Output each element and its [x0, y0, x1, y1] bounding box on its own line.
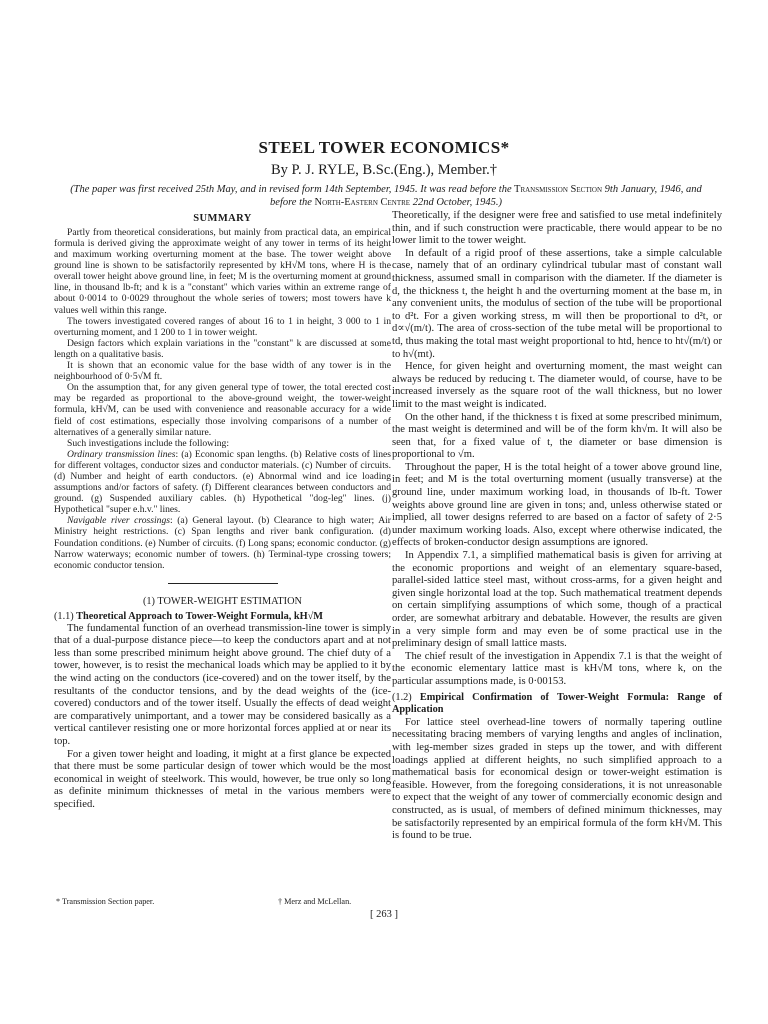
subsection-number: (1.1): [54, 610, 74, 622]
body-paragraph: For a given tower height and loading, it might at a first glance be expected that there must be some particular design of tower which would be the most economical in weight of steelwork. This would, however, be true only so long as definite minimum thicknesses of metal in the various members were specified.: [54, 748, 391, 810]
summary-ordinary-lines: [54, 449, 391, 516]
summary-heading: SUMMARY: [193, 213, 252, 224]
author-byline: By P. J. RYLE, B.Sc.(Eng.), Member.†: [271, 162, 497, 178]
note-part-1: (The paper was first received 25th May, and in revised form 14th September, 1945. It was read before the: [70, 184, 512, 195]
note-part-2: 9th January, 1946, and before the: [270, 184, 702, 208]
body-paragraph: The chief result of the investigation in Appendix 7.1 is that the weight of the economic elementary lattice mast is kH√M tons, where k, on the particular assumptions made, is 0·00153.: [392, 650, 722, 687]
left-column: [54, 213, 391, 812]
ordinary-lines-label: Ordinary transmission lines: [67, 448, 176, 460]
note-section-name: Transmission Section: [511, 184, 605, 195]
footnote-affiliation: † Merz and McLellan.: [278, 897, 352, 906]
note-centre-name: North-Eastern Centre: [311, 196, 413, 208]
body-paragraph: Theoretically, if the designer were free and satisfied to use metal indefinitely thin, and if such construction were practicable, there would appear to be no lower limit to the tower weight.: [392, 210, 722, 247]
river-crossings-label: Navigable river crossings: [67, 515, 171, 527]
body-paragraph: On the other hand, if the thickness t is fixed at some prescribed minimum, the mast weight is determined and will be of the form kh√m. It will also be seen that, for a fixed value of t, the diameter or base dimension is proportional to √m.: [392, 411, 722, 461]
subsection-number: (1.2): [392, 691, 412, 703]
note-part-3: 22nd October, 1945.): [412, 196, 502, 208]
body-paragraph: In default of a rigid proof of these assertions, take a simple calculable case, namely that of an ordinary cylindrical tubular mast of constant wall thickness, assumed small in comparison with the diameter. If the diameter is d, the thickness t, the height h and the overturning moment at the base m, in any convenient units, the modulus of section of the tube will be proportional to d²t. For a given working stress, m will then be proportional to d²t, or d∝√(m/t). The area of cross-section of the tube metal will be proportional to td, thus making the total mast weight proportional to htd, hence to ht√(m/t) or to h√(mt).: [392, 247, 722, 360]
summary-paragraph: Partly from theoretical considerations, but mainly from practical data, an empirical formula is derived giving the approximate weight of any tower in terms of its height and maximum working overturning moment at the base. The tower weight above ground line is shown to be satisfactorily represented by kH√M tons, where H is the overall tower height above ground line, in feet; M is the overturning moment at ground line, in thousand lb-ft; and k is a "constant" which varies within an extreme range of about 0·0014 to 0·0029 throughout the whole series of towers; most towers have k values well within this range.: [54, 226, 391, 316]
subsection-heading: [54, 611, 391, 623]
body-paragraph: Throughout the paper, H is the total height of a tower above ground line, in feet; and M is the total overturning moment (usually transverse) at the ground line, under maximum working load, in thousands of lb-ft. Tower weights above ground line are given in tons; and, unless otherwise stated or implied, all tower designs referred to are based on a factor of safety of 2·5 under maximum working loads. Also, except where otherwise indicated, the effects of broken-conductor design assumptions are ignored.: [392, 461, 722, 549]
summary-block: [54, 227, 391, 571]
subsection-title: Empirical Confirmation of Tower-Weight Formula: Range of Application: [392, 691, 722, 716]
body-paragraph: The fundamental function of an overhead transmission-line tower is simply that of a dual-purpose distance piece—to keep the conductors apart and at not less than some prescribed minimum height above ground. The chief duty of a tower, however, is to resist the mechanical loads which may be applied to it by the wind acting on the conductors (ice-covered) and on the tower itself, by the resultants of the conductor tensions, and by the dead weights of the (ice-covered) conductors and of the tower itself. Usually the effects of dead weight are comparatively unimportant, and a tower may be considered basically as a vertical cantilever resisting one or more horizontal forces applied at or near its top.: [54, 622, 391, 747]
summary-river-crossings: [54, 515, 391, 570]
section-body: [54, 623, 391, 812]
footnote-section-paper: * Transmission Section paper.: [56, 897, 155, 906]
subsection-heading: [392, 692, 722, 717]
section-divider: [168, 583, 278, 584]
page-number: [ 263 ]: [370, 909, 398, 920]
paper-title: STEEL TOWER ECONOMICS*: [258, 138, 510, 157]
subsection-title: Theoretical Approach to Tower-Weight Formula, kH√M: [76, 610, 323, 622]
ordinary-lines-text: : (a) Economic span lengths. (b) Relative costs of lines for different voltages, conductor sizes and conductor materials. (c) Number of circuits. (d) Number and height of earth conductors. (e) Abnormal wind and ice loading assumptions and/or factors of safety. (f) Different clearances between conductors and ground. (g) Suspended auxiliary cables. (h) Hypothetical "dog-leg" lines. (j) Hypothetical "super e.h.v." lines.: [54, 448, 391, 516]
river-crossings-text: : (a) General layout. (b) Clearance to high water; Air Ministry height restrictions. (c) Span lengths and river bank configuration. (d) Foundation conditions. (e) Number of circuits. (f) Long spans; economic conductor. (g) Narrow waterways; economic number of towers. (h) Terminal-type crossing towers; economic conductor tension.: [54, 515, 391, 571]
submission-note: [60, 184, 712, 209]
section-heading: (1) TOWER-WEIGHT ESTIMATION: [142, 595, 302, 607]
summary-paragraph: It is shown that an economic value for the base width of any tower is in the neighbourhood of 0·5√M ft.: [54, 360, 391, 383]
body-paragraph: In Appendix 7.1, a simplified mathematical basis is given for arriving at the economic proportions and weight of an elementary square-based, parallel-sided lattice steel mast, without cross-arms, for a given height and given single horizontal load at the top. Such mathematical treatment depends on certain simplifying assumptions of which some, though of a practical order, are somewhat arbitrary and debatable. However, the results are given in a very simple form and may even be of some practical use in the preliminary design of small lattice masts.: [392, 550, 722, 650]
summary-paragraph: Design factors which explain variations in the "constant" k are discussed at some length on a qualitative basis.: [54, 337, 391, 360]
summary-paragraph: On the assumption that, for any given general type of tower, the total erected cost may be regarded as proportional to the above-ground weight, the tower-weight formula, kH√M, can be used with convenience and reasonable accuracy for a wide field of cost estimations, especially those involving comparisons of a number of alternatives of a generally similar nature.: [54, 382, 391, 438]
summary-paragraph: Such investigations include the following:: [67, 437, 230, 449]
summary-paragraph: The towers investigated covered ranges of about 16 to 1 in height, 3 000 to 1 in overturning moment, and 1 200 to 1 in tower weight.: [54, 315, 391, 338]
right-column: [392, 210, 722, 843]
body-paragraph: Hence, for given height and overturning moment, the mast weight can always be reduced by reducing t. The diameter would, of course, have to be increased inversely as the square root of the wall thickness, but no lower limit to the mast weight is indicated.: [392, 361, 722, 410]
body-paragraph: For lattice steel overhead-line towers of normally tapering outline necessitating bracing members of varying lengths and angles of inclination, with leg-member sizes graded in steps up the tower, and with different loadings applied at different heights, no such simplified approach to a mathematical basis for economical design or tower-weight estimation is feasible. However, from the foregoing considerations, it is not unreasonable to expect that the weight of any tower of commercially economic design and constructed, as is usual, of members of defined minimum thicknesses, may be satisfactorily represented by an empirical formula of the form kH√M. This is found to be true.: [392, 716, 722, 842]
